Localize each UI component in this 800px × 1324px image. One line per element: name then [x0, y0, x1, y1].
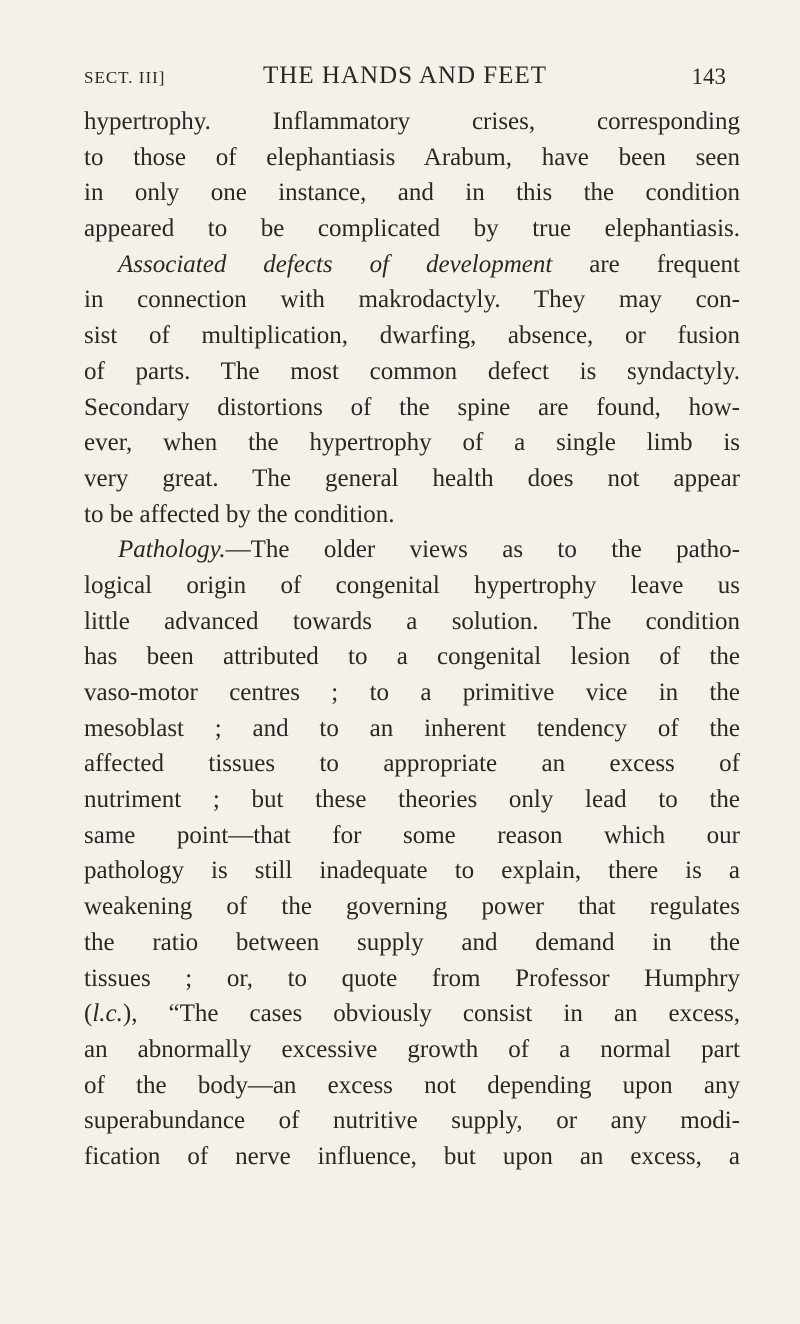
text-line: sist of multiplication, dwarfing, absence, or fusion	[84, 322, 740, 350]
text-line: very great. The general health does not appear	[84, 464, 740, 492]
text-line: superabundance of nutritive supply, or any modi-	[84, 1107, 740, 1135]
text-line: logical origin of congenital hypertrophy leave us	[84, 571, 740, 599]
running-title: THE HANDS AND FEET	[263, 62, 547, 89]
text-line: in connection with makrodactyly. They may con-	[84, 286, 740, 314]
text-line: ever, when the hypertrophy of a single limb is	[84, 429, 740, 457]
section-label: SECT. III]	[84, 68, 166, 87]
page-number: 143	[691, 64, 726, 89]
text-line: in only one instance, and in this the condition	[84, 179, 740, 207]
text-line: has been attributed to a congenital lesion of the	[84, 643, 740, 671]
text-line: Associated defects of development are frequent	[118, 250, 740, 278]
text-line: to be affected by the condition.	[84, 500, 395, 528]
text-line: affected tissues to appropriate an excess of	[84, 750, 740, 778]
text-line: Secondary distortions of the spine are found, how-	[84, 393, 740, 421]
text-line: appeared to be complicated by true elephantiasis.	[84, 215, 740, 243]
text-line: hypertrophy. Inflammatory crises, corresponding	[84, 108, 740, 135]
text-line: an abnormally excessive growth of a normal part	[84, 1035, 740, 1063]
text-line: tissues ; or, to quote from Professor Humphry	[84, 964, 740, 992]
text-line: (l.c.), “The cases obviously consist in an excess,	[84, 1000, 740, 1028]
text-line: Pathology.—The older views as to the patho-	[118, 536, 740, 564]
running-head	[84, 62, 726, 98]
body-text	[84, 104, 740, 1175]
text-line: to those of elephantiasis Arabum, have been seen	[84, 143, 740, 171]
text-line: the ratio between supply and demand in the	[84, 928, 740, 956]
text-line: mesoblast ; and to an inherent tendency of the	[84, 714, 740, 742]
text-line: same point—that for some reason which our	[84, 821, 740, 849]
text-line: weakening of the governing power that regulates	[84, 893, 740, 921]
text-line: of parts. The most common defect is syndactyly.	[84, 357, 740, 385]
text-line: little advanced towards a solution. The condition	[84, 607, 740, 635]
text-line: vaso-motor centres ; to a primitive vice in the	[84, 679, 740, 706]
text-line: nutriment ; but these theories only lead to the	[84, 786, 740, 814]
text-line: fication of nerve influence, but upon an excess, a	[84, 1142, 740, 1170]
text-line: pathology is still inadequate to explain, there is a	[84, 857, 740, 885]
text-line: of the body—an excess not depending upon any	[84, 1071, 740, 1099]
